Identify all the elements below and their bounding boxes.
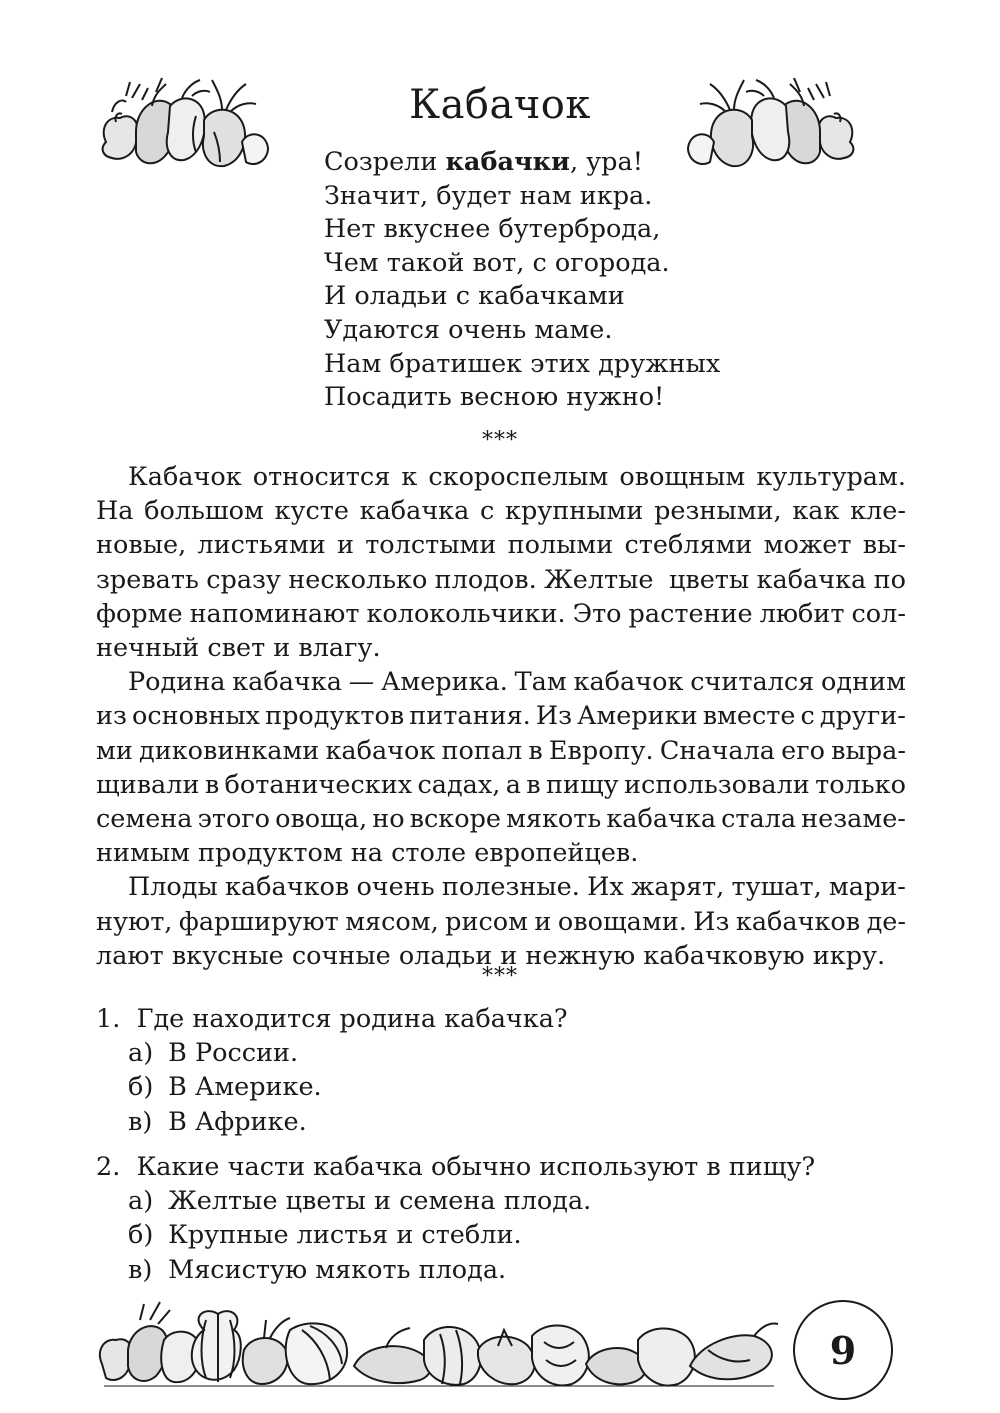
poem-line: Нет вкуснее бутерброда,	[324, 214, 661, 245]
word: рисом	[445, 906, 528, 937]
word: относится	[252, 462, 391, 492]
word: нуют,	[96, 906, 173, 937]
quiz-question	[96, 1150, 815, 1287]
option-text: В Африке.	[168, 1106, 307, 1137]
word: крупными	[505, 496, 644, 527]
word: в	[528, 735, 543, 766]
word: использовали	[624, 769, 810, 800]
word: кабачка	[756, 564, 867, 595]
question-prompt: Где находится родина кабачка?	[136, 1004, 568, 1034]
poem-bold-word: кабачки	[445, 147, 570, 177]
word: овоща,	[275, 804, 368, 835]
word: Плоды	[128, 872, 218, 903]
text-line	[96, 905, 906, 939]
word: вместе	[702, 701, 796, 732]
answer-option[interactable]	[96, 1105, 568, 1139]
word: но	[372, 804, 405, 835]
word: в	[204, 769, 220, 800]
text-line: нимым продуктом на столе европейцев.	[96, 838, 639, 869]
word: Желтые	[544, 564, 654, 595]
word: к	[401, 462, 418, 492]
word: ми	[96, 735, 133, 766]
page-title: Кабачок	[409, 82, 591, 128]
poem	[324, 146, 720, 415]
word: сразу	[206, 564, 281, 595]
poem-line: И оладьи с кабачками	[324, 281, 625, 312]
word: семена	[96, 804, 193, 835]
word: Это	[572, 598, 622, 629]
word: жарят,	[630, 872, 725, 903]
text-line	[96, 870, 906, 904]
answer-option[interactable]	[96, 1218, 815, 1252]
text-line	[96, 734, 906, 768]
word: из	[96, 701, 127, 732]
word: овощным	[619, 462, 746, 492]
word: кле-	[850, 496, 906, 527]
option-text: Мясистую мякоть плода.	[168, 1254, 507, 1285]
word: кабачок	[573, 667, 684, 698]
word: вы-	[862, 530, 906, 561]
word: диковинками	[139, 735, 320, 766]
question-text	[96, 1002, 568, 1036]
word: форме	[96, 598, 183, 629]
poem-line: Значит, будет нам икра.	[324, 180, 653, 211]
answer-option[interactable]	[96, 1036, 568, 1070]
word: толстыми	[365, 530, 497, 561]
word: мари-	[828, 872, 906, 903]
word: де-	[866, 906, 906, 937]
word: стала	[721, 804, 797, 835]
word: кабачков	[225, 872, 350, 903]
question-number: 1.	[96, 1004, 121, 1034]
word: колокольчики.	[366, 598, 566, 629]
word: вскоре	[409, 804, 501, 835]
option-text: Крупные листья и стебли.	[168, 1220, 522, 1251]
answer-option[interactable]	[96, 1184, 815, 1218]
question-prompt: Какие части кабачка обычно используют в пищу?	[136, 1152, 816, 1182]
word: Сначала	[659, 735, 776, 766]
paragraph	[96, 665, 906, 870]
word: стеблями	[624, 530, 753, 561]
word: культурам.	[756, 462, 906, 492]
word: Родина	[128, 667, 226, 698]
word: ботанических	[224, 769, 413, 800]
word: а	[505, 769, 521, 800]
word: Европу.	[548, 735, 654, 766]
answer-option[interactable]	[96, 1253, 815, 1287]
quiz-question	[96, 1002, 568, 1139]
word: кабачка	[232, 667, 342, 698]
word: резными,	[654, 496, 782, 527]
word: основных	[131, 701, 260, 732]
poem-line-1-start: Созрели	[324, 147, 446, 177]
text-line	[96, 699, 906, 733]
question-number: 2.	[96, 1152, 121, 1182]
word: Там	[514, 667, 567, 698]
text-line	[96, 665, 906, 699]
paragraph	[96, 870, 906, 973]
text-line	[96, 802, 906, 836]
word: мякоть	[506, 804, 602, 835]
question-text	[96, 1150, 815, 1184]
word: Кабачок	[128, 462, 242, 492]
word: плодов.	[434, 564, 537, 595]
word: зревать	[96, 564, 199, 595]
word: и	[337, 530, 354, 561]
word: большом	[144, 496, 264, 527]
text-line	[96, 597, 906, 631]
text-line	[96, 563, 906, 597]
option-label: в)	[128, 1106, 153, 1137]
word: садах,	[417, 769, 501, 800]
word: незаме-	[801, 804, 906, 835]
vegetables-border-illustration	[94, 1290, 784, 1390]
option-text: В России.	[168, 1038, 299, 1069]
word: его	[781, 735, 825, 766]
text-line	[96, 460, 906, 494]
word: сол-	[851, 598, 906, 629]
word: с	[800, 701, 815, 732]
section-separator: ***	[482, 428, 518, 453]
word: кабачка	[359, 496, 470, 527]
word: выра-	[831, 735, 906, 766]
word: Америки	[577, 701, 698, 732]
section-separator: ***	[482, 964, 518, 989]
word: очень	[356, 872, 435, 903]
word: кабачок	[325, 735, 436, 766]
word: —	[348, 667, 375, 698]
word: по	[873, 564, 906, 595]
word: напоминают	[189, 598, 360, 629]
poem-line: Нам братишек этих дружных	[324, 348, 721, 379]
word: считался	[690, 667, 815, 698]
page-number: 9	[793, 1300, 893, 1400]
word: листьями	[197, 530, 326, 561]
word: полезные.	[441, 872, 580, 903]
word: питания.	[409, 701, 531, 732]
text-line: нечный свет и влагу.	[96, 633, 381, 664]
poem-line-1-end: , ура!	[569, 147, 643, 177]
poem-line: Чем такой вот, с огорода.	[324, 247, 670, 278]
text-line	[96, 768, 906, 802]
word: и	[534, 906, 552, 937]
word: фаршируют	[178, 906, 339, 937]
word: Из	[693, 906, 730, 937]
option-text: Желтые цветы и семена плода.	[168, 1186, 592, 1217]
paragraph	[96, 460, 906, 665]
word: цветы	[660, 564, 750, 595]
option-text: В Америке.	[168, 1072, 322, 1103]
text-line: лают вкусные сочные оладьи и нежную кабачковую икру.	[96, 940, 886, 971]
word: этого	[197, 804, 271, 835]
word: одним	[821, 667, 906, 698]
word: с	[480, 496, 495, 527]
word: тушат,	[731, 872, 822, 903]
word: кусте	[274, 496, 349, 527]
text-line	[96, 494, 906, 528]
word: Из	[535, 701, 573, 732]
word: щивали	[96, 769, 200, 800]
word: кабачка	[606, 804, 717, 835]
option-label: а)	[128, 1038, 154, 1069]
word: На	[96, 496, 134, 527]
option-label: а)	[128, 1186, 154, 1217]
text-line	[96, 528, 906, 562]
word: новые,	[96, 530, 187, 561]
word: мясом,	[345, 906, 439, 937]
poem-line: Посадить весною нужно!	[324, 382, 665, 413]
option-label: в)	[128, 1254, 153, 1285]
word: попал	[441, 735, 523, 766]
word: только	[815, 769, 906, 800]
option-label: б)	[128, 1072, 154, 1103]
word: как	[792, 496, 840, 527]
word: может	[763, 530, 852, 561]
word: Их	[587, 872, 624, 903]
word: Америка.	[381, 667, 508, 698]
article-text	[96, 460, 906, 973]
word: скороспелым	[428, 462, 609, 492]
poem-line	[324, 146, 720, 180]
poem-line: Удаются очень маме.	[324, 314, 613, 345]
word: кабачков	[735, 906, 861, 937]
word: растение	[628, 598, 753, 629]
answer-option[interactable]	[96, 1070, 568, 1104]
word: любит	[759, 598, 845, 629]
word: полыми	[507, 530, 614, 561]
option-label: б)	[128, 1220, 154, 1251]
word: продуктов	[265, 701, 405, 732]
word: в	[526, 769, 541, 800]
word: овощами.	[557, 906, 687, 937]
word: други-	[819, 701, 906, 732]
word: пищу	[545, 769, 619, 800]
word: несколько	[288, 564, 428, 595]
